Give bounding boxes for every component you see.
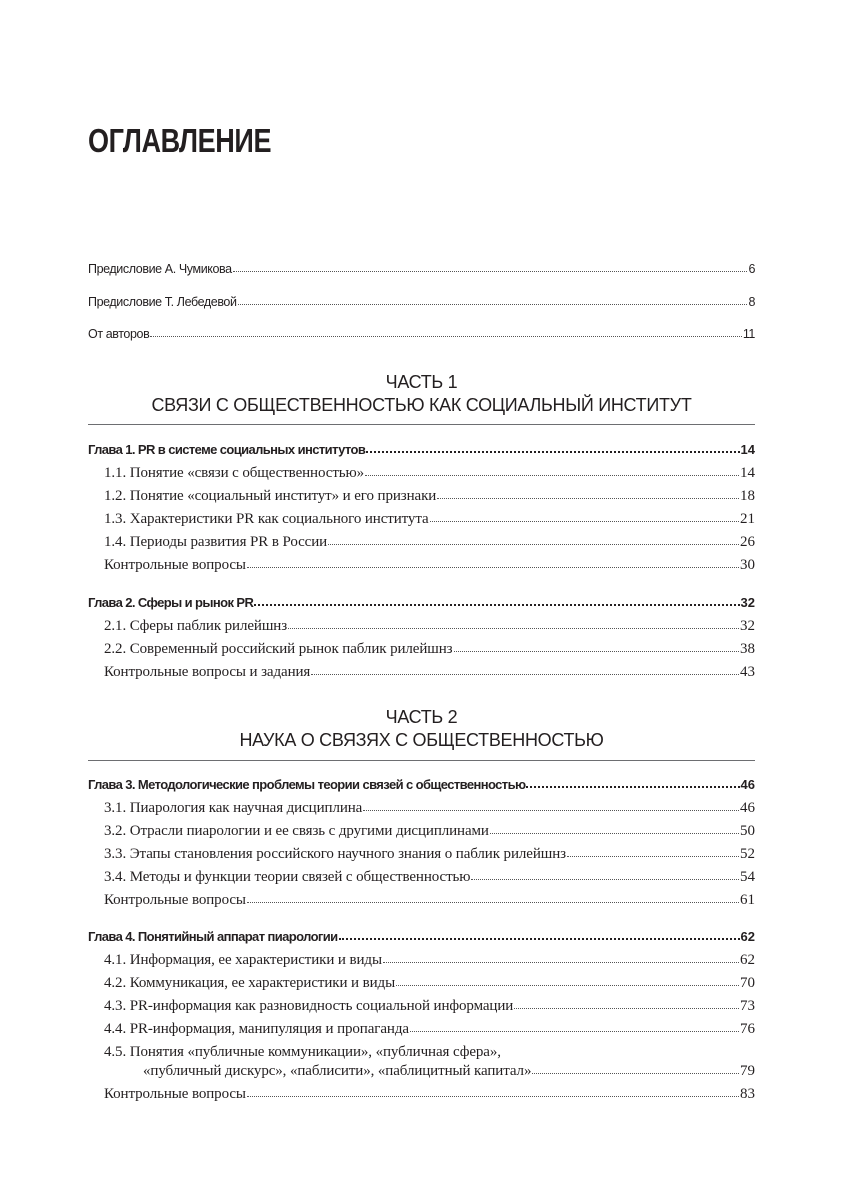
entry-label: 4.4. PR-информация, манипуляция и пропаганда <box>104 1021 409 1037</box>
toc-entry-from-authors[interactable] <box>88 327 755 341</box>
leader-dots <box>383 962 739 963</box>
entry-page: 38 <box>740 641 755 657</box>
entry-page: 18 <box>740 488 755 504</box>
entry-label: 4.5. Понятия «публичные коммуникации», «публичная сфера», <box>104 1044 501 1060</box>
entry-page: 11 <box>742 327 755 341</box>
leader-dots <box>490 833 739 834</box>
leader-dots <box>328 544 739 545</box>
leader-dots <box>365 475 739 476</box>
entry-label: 4.2. Коммуникация, ее характеристики и виды <box>104 975 396 991</box>
leader-dots <box>532 1073 739 1074</box>
toc-section[interactable] <box>88 1021 755 1038</box>
leader-dots <box>238 304 748 305</box>
entry-label: Контрольные вопросы <box>104 557 246 573</box>
part-title: НАУКА О СВЯЗЯХ С ОБЩЕСТВЕННОСТЬЮ <box>239 730 604 750</box>
entry-page: 62 <box>740 929 755 944</box>
leader-dots <box>247 1096 739 1097</box>
entry-page: 26 <box>740 534 755 550</box>
entry-label: 3.2. Отрасли пиарологии и ее связь с другими дисциплинами <box>104 823 489 839</box>
entry-page: 32 <box>740 595 755 610</box>
entry-label: От авторов <box>88 327 150 341</box>
toc-section[interactable] <box>88 664 755 681</box>
entry-label: Контрольные вопросы <box>104 1086 246 1102</box>
toc-chapter-1[interactable] <box>88 442 755 457</box>
entry-label: Глава 1. PR в системе социальных институтов <box>88 442 366 457</box>
toc-entry-foreword-lebedeva[interactable] <box>88 295 755 309</box>
toc-section-continuation[interactable] <box>88 1063 755 1080</box>
entry-page: 54 <box>740 869 755 885</box>
leader-dots <box>150 336 741 337</box>
leader-dots <box>254 604 739 606</box>
entry-label: Глава 2. Сферы и рынок PR <box>88 595 254 610</box>
entry-page: 79 <box>740 1063 755 1079</box>
leader-dots <box>288 628 739 629</box>
entry-label: 3.3. Этапы становления российского научного знания о паблик рилейшнз <box>104 846 566 862</box>
toc-section[interactable] <box>88 952 755 969</box>
entry-page: 32 <box>740 618 755 634</box>
toc-section[interactable] <box>88 618 755 635</box>
part-title: СВЯЗИ С ОБЩЕСТВЕННОСТЬЮ КАК СОЦИАЛЬНЫЙ ИНСТИТУТ <box>151 395 692 415</box>
entry-page: 14 <box>740 442 755 457</box>
toc-section[interactable] <box>88 511 755 528</box>
entry-label: 3.1. Пиарология как научная дисциплина <box>104 800 363 816</box>
entry-page: 6 <box>748 262 755 276</box>
toc-chapter-3[interactable] <box>88 777 755 792</box>
entry-page: 76 <box>740 1021 755 1037</box>
toc-section[interactable] <box>88 1044 755 1061</box>
entry-label: 2.2. Современный российский рынок паблик рилейшнз <box>104 641 453 657</box>
entry-page: 52 <box>740 846 755 862</box>
part-number: ЧАСТЬ 2 <box>385 707 458 727</box>
leader-dots <box>247 902 739 903</box>
entry-page: 21 <box>740 511 755 527</box>
entry-label-continued: «публичный дискурс», «паблисити», «паблицитный капитал» <box>143 1063 532 1079</box>
toc-section[interactable] <box>88 892 755 909</box>
entry-label: 1.3. Характеристики PR как социального института <box>104 511 429 527</box>
leader-dots <box>339 938 740 940</box>
entry-label: 4.3. PR-информация как разновидность социальной информации <box>104 998 514 1014</box>
entry-label: Глава 4. Понятийный аппарат пиарологии <box>88 929 338 944</box>
leader-dots <box>233 271 748 272</box>
leader-dots <box>396 985 739 986</box>
toc-section[interactable] <box>88 800 755 817</box>
leader-dots <box>567 856 739 857</box>
toc-section[interactable] <box>88 557 755 574</box>
entry-label: Глава 3. Методологические проблемы теории связей с общественностью <box>88 777 526 792</box>
entry-page: 70 <box>740 975 755 991</box>
entry-label: 3.4. Методы и функции теории связей с общественностью <box>104 869 471 885</box>
leader-dots <box>430 521 739 522</box>
leader-dots <box>311 674 739 675</box>
toc-section[interactable] <box>88 1086 755 1103</box>
entry-label: Предисловие Т. Лебедевой <box>88 295 237 309</box>
toc-chapter-2[interactable] <box>88 595 755 610</box>
entry-page: 8 <box>748 295 755 309</box>
entry-label: Контрольные вопросы <box>104 892 246 908</box>
part-2-heading <box>88 706 755 752</box>
entry-page: 73 <box>740 998 755 1014</box>
leader-dots <box>247 567 739 568</box>
part-1-heading <box>88 371 755 417</box>
entry-page: 61 <box>740 892 755 908</box>
leader-dots <box>363 810 739 811</box>
entry-page: 83 <box>740 1086 755 1102</box>
entry-page: 46 <box>740 777 755 792</box>
leader-dots <box>471 879 739 880</box>
entry-page: 14 <box>740 465 755 481</box>
part-divider <box>88 760 755 761</box>
page-title: ОГЛАВЛЕНИЕ <box>88 122 272 159</box>
part-number: ЧАСТЬ 1 <box>385 372 458 392</box>
toc-section[interactable] <box>88 823 755 840</box>
entry-label: Контрольные вопросы и задания <box>104 664 311 680</box>
entry-label: 1.4. Периоды развития PR в России <box>104 534 328 550</box>
leader-dots <box>526 786 739 788</box>
toc-entry-foreword-chumikov[interactable] <box>88 262 755 276</box>
toc-section[interactable] <box>88 975 755 992</box>
toc-section[interactable] <box>88 534 755 551</box>
toc-section[interactable] <box>88 998 755 1015</box>
leader-dots <box>454 651 740 652</box>
leader-dots <box>366 451 739 453</box>
entry-page: 43 <box>740 664 755 680</box>
entry-label: Предисловие А. Чумикова <box>88 262 232 276</box>
part-divider <box>88 424 755 425</box>
leader-dots <box>410 1031 739 1032</box>
toc-section[interactable] <box>88 869 755 886</box>
toc-chapter-4[interactable] <box>88 929 755 944</box>
entry-page: 62 <box>740 952 755 968</box>
entry-page: 46 <box>740 800 755 816</box>
entry-label: 1.2. Понятие «социальный институт» и его признаки <box>104 488 437 504</box>
entry-label: 1.1. Понятие «связи с общественностью» <box>104 465 365 481</box>
toc-section[interactable] <box>88 488 755 505</box>
leader-dots <box>514 1008 739 1009</box>
toc-section[interactable] <box>88 846 755 863</box>
entry-page: 30 <box>740 557 755 573</box>
entry-label: 2.1. Сферы паблик рилейшнз <box>104 618 288 634</box>
toc-section[interactable] <box>88 641 755 658</box>
entry-label: 4.1. Информация, ее характеристики и виды <box>104 952 382 968</box>
leader-dots <box>437 498 739 499</box>
entry-page: 50 <box>740 823 755 839</box>
toc-section[interactable] <box>88 465 755 482</box>
